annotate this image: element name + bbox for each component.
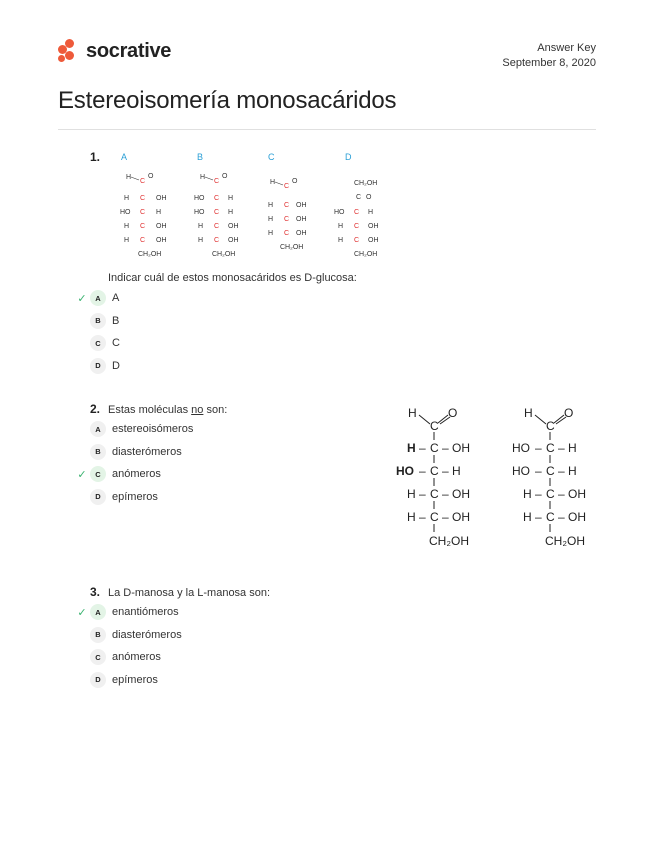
option-b	[74, 444, 193, 460]
svg-text:H: H	[268, 216, 274, 223]
structure-a	[120, 152, 167, 258]
svg-text:H: H	[407, 510, 416, 524]
svg-text:H: H	[156, 209, 162, 216]
svg-text:OH: OH	[296, 230, 307, 237]
question-1-prompt: Indicar cuál de estos monosacáridos es D-glucosa:	[108, 272, 357, 284]
svg-text:H: H	[524, 406, 533, 420]
svg-text:CH₂OH: CH₂OH	[280, 244, 304, 251]
svg-text:H: H	[407, 487, 416, 501]
option-letter-badge: D	[90, 489, 106, 505]
svg-text:–: –	[535, 464, 542, 478]
svg-text:C: C	[430, 510, 439, 524]
option-letter-badge: C	[90, 649, 106, 665]
option-letter-badge: A	[90, 421, 106, 437]
svg-text:H: H	[124, 195, 130, 202]
option-letter-badge: D	[90, 672, 106, 688]
question-2-options	[74, 421, 193, 505]
option-b	[74, 313, 120, 329]
svg-text:–: –	[442, 510, 449, 524]
doc-date: September 8, 2020	[502, 57, 596, 69]
svg-text:OH: OH	[368, 237, 379, 244]
svg-text:OH: OH	[156, 237, 167, 244]
svg-text:H: H	[198, 223, 204, 230]
option-a	[74, 290, 120, 306]
option-a	[74, 604, 182, 620]
svg-text:O: O	[292, 178, 298, 185]
svg-text:C: C	[214, 178, 220, 185]
svg-text:H: H	[270, 179, 276, 186]
question-1-structures	[110, 150, 390, 265]
svg-text:C: C	[140, 195, 146, 202]
svg-text:–: –	[419, 441, 426, 455]
fischer-right	[512, 406, 586, 548]
question-2-prompt: Estas moléculas no son:	[108, 404, 228, 416]
option-text: epímeros	[112, 673, 158, 686]
svg-text:CH₂OH: CH₂OH	[545, 534, 585, 548]
svg-text:C: C	[140, 209, 146, 216]
brand-name: socrative	[86, 39, 172, 62]
option-c	[74, 335, 120, 351]
svg-text:OH: OH	[296, 216, 307, 223]
question-2-number: 2.	[90, 402, 101, 416]
svg-text:–: –	[558, 464, 565, 478]
option-c	[74, 649, 182, 665]
svg-text:O: O	[448, 406, 458, 420]
svg-text:H: H	[124, 237, 130, 244]
svg-text:C: C	[214, 209, 220, 216]
svg-text:O: O	[222, 173, 228, 180]
socrative-logo-icon	[58, 39, 80, 63]
question-1-options	[74, 290, 120, 374]
svg-text:OH: OH	[568, 510, 586, 524]
option-text: B	[112, 314, 120, 327]
svg-text:C: C	[284, 183, 290, 190]
question-3-number: 3.	[90, 585, 101, 599]
svg-text:O: O	[366, 194, 372, 201]
svg-text:–: –	[419, 510, 426, 524]
option-letter-badge: C	[90, 335, 106, 351]
svg-text:–: –	[442, 487, 449, 501]
svg-text:OH: OH	[296, 202, 307, 209]
svg-text:–: –	[558, 510, 565, 524]
svg-text:OH: OH	[156, 223, 167, 230]
svg-text:H: H	[368, 209, 374, 216]
svg-text:HO: HO	[194, 195, 205, 202]
svg-text:CH₂OH: CH₂OH	[354, 180, 378, 187]
option-d	[74, 672, 182, 688]
svg-text:CH₂OH: CH₂OH	[429, 534, 469, 548]
svg-text:O: O	[148, 173, 154, 180]
option-letter-badge: C	[90, 466, 106, 482]
svg-text:H: H	[228, 209, 234, 216]
svg-text:O: O	[564, 406, 574, 420]
svg-text:C: C	[354, 209, 360, 216]
svg-text:H: H	[228, 195, 234, 202]
svg-text:HO: HO	[120, 209, 131, 216]
svg-text:C: C	[140, 223, 146, 230]
option-letter-badge: B	[90, 627, 106, 643]
svg-text:–: –	[535, 487, 542, 501]
check-icon: ✓	[77, 292, 87, 305]
svg-text:–: –	[442, 441, 449, 455]
svg-text:H: H	[268, 230, 274, 237]
option-letter-badge: A	[90, 290, 106, 306]
option-c	[74, 466, 193, 482]
svg-text:CH₂OH: CH₂OH	[212, 251, 236, 258]
svg-text:C: C	[546, 419, 555, 433]
svg-text:C: C	[546, 510, 555, 524]
svg-text:OH: OH	[452, 487, 470, 501]
svg-text:C: C	[430, 419, 439, 433]
svg-text:H: H	[408, 406, 417, 420]
question-3-prompt: La D-manosa y la L-manosa son:	[108, 587, 271, 599]
fischer-left	[396, 406, 470, 548]
structure-a-letter: A	[121, 152, 128, 162]
svg-text:C: C	[354, 223, 360, 230]
svg-text:H: H	[568, 464, 577, 478]
svg-text:H: H	[338, 223, 344, 230]
svg-text:C: C	[354, 237, 360, 244]
svg-text:H: H	[268, 202, 274, 209]
option-b	[74, 627, 182, 643]
svg-text:C: C	[284, 202, 290, 209]
option-text: estereoisómeros	[112, 423, 194, 435]
structure-d-letter: D	[345, 152, 352, 162]
svg-text:–: –	[558, 487, 565, 501]
structure-c	[268, 152, 307, 251]
option-letter-badge: B	[90, 313, 106, 329]
svg-text:OH: OH	[156, 195, 167, 202]
emphasis-no: no	[191, 404, 204, 416]
svg-text:OH: OH	[228, 237, 239, 244]
svg-text:OH: OH	[228, 223, 239, 230]
divider	[58, 129, 596, 130]
question-3-options	[74, 604, 182, 688]
structure-b	[194, 152, 239, 258]
option-text: enantiómeros	[112, 606, 179, 618]
svg-text:–: –	[535, 510, 542, 524]
svg-text:CH₂OH: CH₂OH	[354, 251, 378, 258]
svg-text:–: –	[442, 464, 449, 478]
svg-text:H: H	[452, 464, 461, 478]
option-text: A	[112, 292, 120, 304]
svg-text:C: C	[546, 487, 555, 501]
svg-text:OH: OH	[452, 441, 470, 455]
structure-d	[334, 152, 379, 258]
option-text: C	[112, 337, 120, 349]
svg-text:–: –	[535, 441, 542, 455]
check-icon: ✓	[77, 468, 87, 481]
svg-text:C: C	[284, 216, 290, 223]
option-d	[74, 358, 120, 374]
svg-text:H: H	[523, 510, 532, 524]
option-text: diasterómeros	[112, 628, 182, 641]
svg-text:HO: HO	[396, 464, 414, 478]
question-1-number: 1.	[90, 150, 101, 164]
svg-text:OH: OH	[568, 487, 586, 501]
option-d	[74, 489, 193, 505]
svg-text:H: H	[126, 174, 132, 181]
svg-text:H: H	[338, 237, 344, 244]
svg-text:C: C	[140, 178, 146, 185]
svg-text:HO: HO	[512, 464, 530, 478]
svg-text:C: C	[284, 230, 290, 237]
svg-text:C: C	[430, 464, 439, 478]
svg-text:–: –	[419, 487, 426, 501]
option-a	[74, 421, 193, 437]
svg-text:H: H	[523, 487, 532, 501]
svg-text:C: C	[356, 194, 362, 201]
doc-type: Answer Key	[537, 42, 596, 54]
option-text: anómeros	[112, 468, 161, 480]
svg-text:C: C	[214, 237, 220, 244]
svg-text:–: –	[558, 441, 565, 455]
svg-text:H: H	[124, 223, 130, 230]
svg-text:CH₂OH: CH₂OH	[138, 251, 162, 258]
structure-b-letter: B	[197, 152, 204, 162]
page-title: Estereoisomería monosacáridos	[58, 87, 397, 114]
svg-text:C: C	[140, 237, 146, 244]
structure-c-letter: C	[268, 152, 275, 162]
svg-text:OH: OH	[368, 223, 379, 230]
svg-text:H: H	[568, 441, 577, 455]
svg-text:H: H	[407, 441, 416, 455]
option-text: anómeros	[112, 651, 161, 663]
svg-text:HO: HO	[334, 209, 345, 216]
option-letter-badge: B	[90, 444, 106, 460]
svg-text:H: H	[198, 237, 204, 244]
svg-text:OH: OH	[452, 510, 470, 524]
svg-text:C: C	[214, 223, 220, 230]
question-2-fischer-projections	[390, 400, 605, 555]
svg-text:HO: HO	[194, 209, 205, 216]
svg-text:C: C	[214, 195, 220, 202]
svg-text:C: C	[546, 464, 555, 478]
option-letter-badge: A	[90, 604, 106, 620]
svg-text:HO: HO	[512, 441, 530, 455]
svg-text:H: H	[200, 174, 206, 181]
doc-meta	[502, 41, 596, 71]
svg-text:C: C	[430, 441, 439, 455]
option-text: epímeros	[112, 490, 158, 503]
check-icon: ✓	[77, 606, 87, 619]
option-text: D	[112, 359, 120, 372]
option-letter-badge: D	[90, 358, 106, 374]
svg-text:–: –	[419, 464, 426, 478]
option-text: diasterómeros	[112, 445, 182, 458]
svg-text:C: C	[546, 441, 555, 455]
svg-text:C: C	[430, 487, 439, 501]
brand-logo	[58, 39, 171, 63]
